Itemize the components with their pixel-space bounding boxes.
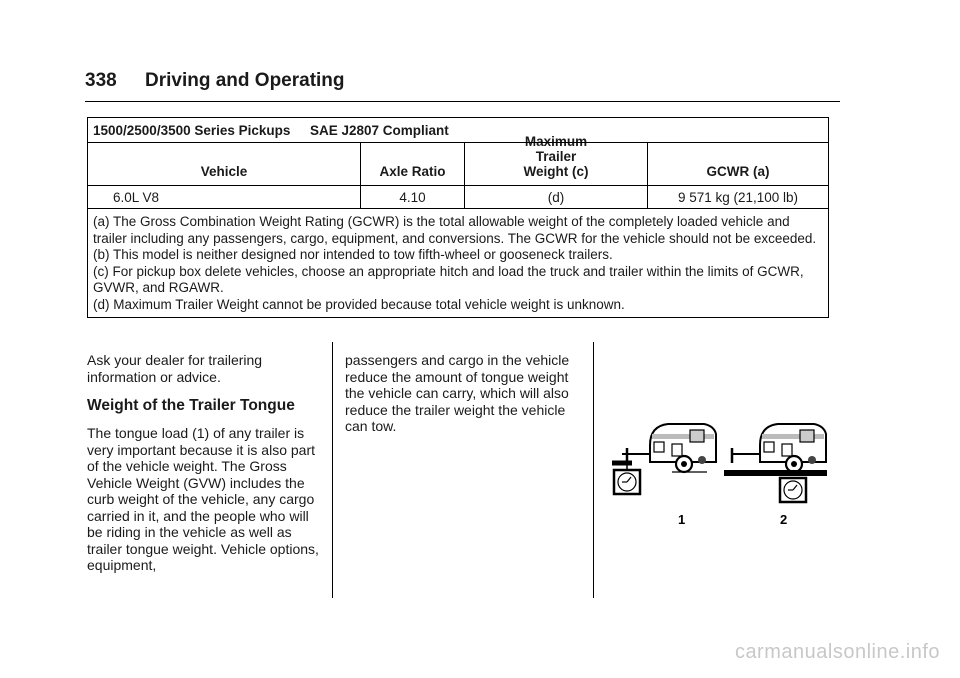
table-row xyxy=(88,186,828,209)
column-header-max-trailer-weight: Maximum Trailer Weight (c) xyxy=(465,143,648,185)
middle-column xyxy=(345,352,581,435)
continued-paragraph: passengers and cargo in the vehicle reduce the amount of tongue weight the vehicle can carry, which will also reduce the trailer weight the vehicle can tow. xyxy=(345,352,570,434)
column-header-vehicle: Vehicle xyxy=(88,143,361,185)
table-caption-series: 1500/2500/3500 Series Pickups xyxy=(93,123,291,138)
footnote-b: (b) This model is neither designed nor intended to tow fifth-wheel or gooseneck trailers. xyxy=(93,247,613,262)
tongue-weight-illustration xyxy=(612,400,832,535)
column-header-axle-ratio: Axle Ratio xyxy=(361,143,465,185)
header-rule xyxy=(85,101,840,102)
page-header xyxy=(85,70,840,100)
footnote-c: (c) For pickup box delete vehicles, choose an appropriate hitch and load the truck and trailer within the limits of GCWR, GVWR, and RGAWR. xyxy=(93,263,804,295)
section-heading: Weight of the Trailer Tongue xyxy=(87,397,295,414)
page-number: 338 xyxy=(85,70,117,91)
column-header-gcwr: GCWR (a) xyxy=(706,164,770,179)
towing-spec-table xyxy=(87,117,829,318)
watermark: carmanualsonline.info xyxy=(734,641,940,663)
cell-axle-ratio: 4.10 xyxy=(361,186,465,208)
cell-max-trailer-weight: (d) xyxy=(465,186,648,208)
table-caption-compliance: SAE J2807 Compliant xyxy=(310,123,449,138)
trailer-on-scale-figure-2 xyxy=(724,424,827,502)
section-title: Driving and Operating xyxy=(145,70,345,91)
figure-label-2: 2 xyxy=(780,512,788,527)
footnote-a: (a) The Gross Combination Weight Rating (GCWR) is the total allowable weight of the completely loaded vehicle and trailer including any passengers, cargo, equipment, and conversions. The GCWR for the vehicle should not be exceeded. xyxy=(93,214,817,246)
trailer-on-scale-figure-1 xyxy=(612,424,716,494)
column-divider xyxy=(593,342,594,598)
figure-label-1: 1 xyxy=(678,512,686,527)
left-column xyxy=(87,352,323,586)
cell-gcwr: 9 571 kg (21,100 lb) xyxy=(677,189,799,205)
table-caption xyxy=(88,118,828,143)
cell-vehicle: 6.0L V8 xyxy=(88,186,361,208)
table-footnotes xyxy=(88,209,828,317)
column-divider xyxy=(332,342,333,598)
footnote-d: (d) Maximum Trailer Weight cannot be provided because total vehicle weight is unknown. xyxy=(93,296,625,312)
intro-paragraph: Ask your dealer for trailering information or advice. xyxy=(87,352,263,385)
body-paragraph: The tongue load (1) of any trailer is very important because it is also part of the vehicle weight. The Gross Vehicle Weight (GVW) includes the curb weight of the vehicle, any cargo carried in it, and the people who will be riding in the vehicle as well as trailer tongue weight. Vehicle options, equipment, xyxy=(87,425,319,573)
table-header-row xyxy=(88,134,828,186)
